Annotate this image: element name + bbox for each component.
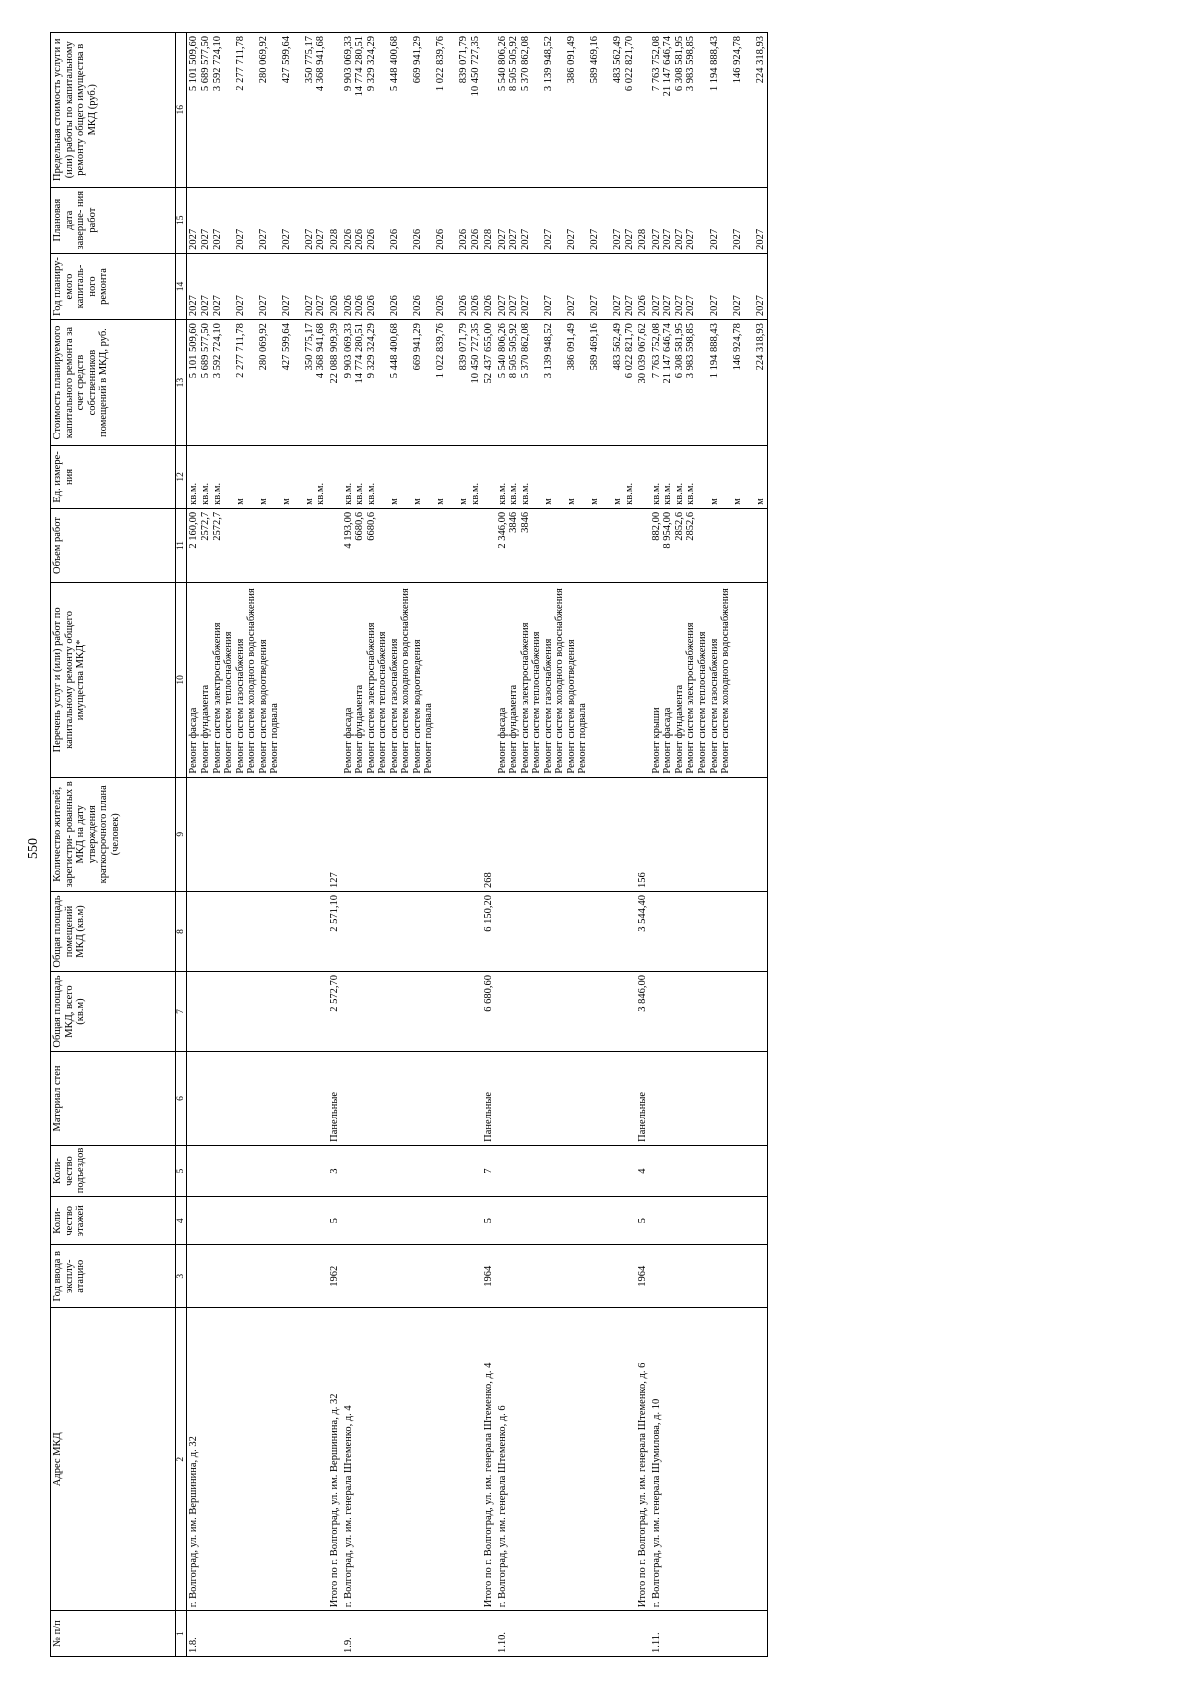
row-number (328, 1611, 342, 1657)
wall-material-cell (496, 1052, 637, 1146)
work-volume-cell (482, 508, 496, 582)
header-cell: Стоимость планируемого капитального ремонта за счет средств собственников помещений в МКД, руб. (51, 320, 176, 446)
premises-area-cell (650, 891, 768, 971)
limit-cost-cell: 5 101 509,60 5 689 577,50 3 592 724,10 2 277 711,78 280 069,92 427 599,64 350 775,17 4 368 941,68 (187, 33, 328, 188)
header-cell: Коли- чество этажей (51, 1197, 176, 1245)
column-number: 4 (176, 1197, 187, 1245)
column-number: 5 (176, 1145, 187, 1196)
residents-cell: 156 (636, 777, 650, 891)
completion-date-cell: 2026 2026 2026 2026 2026 2026 2026 2026 (342, 187, 483, 253)
unit-cell (482, 445, 496, 508)
limit-cost-cell: 5 540 806,26 8 505 505,92 5 370 862,08 3 139 948,52 386 091,49 589 469,16 483 562,49 6 022 821,70 (496, 33, 637, 188)
table-row (650, 33, 768, 1657)
row-number (636, 1611, 650, 1657)
premises-area-cell: 3 544,40 (636, 891, 650, 971)
row-number: 1.11. (650, 1611, 768, 1657)
address-cell: Итого по г. Волгоград, ул. им. генерала Штеменко, д. 6 (636, 1308, 650, 1611)
premises-area-cell: 6 150,20 (482, 891, 496, 971)
work-volume-cell: 882,00 8 954,00 2852,6 2852,6 (650, 508, 768, 582)
header-cell: Год ввода в эксплу- атацию (51, 1245, 176, 1308)
entrances-cell (650, 1145, 768, 1196)
row-number: 1.9. (342, 1611, 483, 1657)
column-number: 15 (176, 187, 187, 253)
floors-cell (650, 1197, 768, 1245)
floors-cell (187, 1197, 328, 1245)
address-cell: г. Волгоград, ул. им. генерала Штеменко, д. 4 (342, 1308, 483, 1611)
page-number: 550 (26, 838, 41, 859)
total-row (482, 33, 496, 1657)
wall-material-cell: Панельные (482, 1052, 496, 1146)
total-row (328, 33, 342, 1657)
works-list-cell (482, 583, 496, 777)
column-number: 10 (176, 583, 187, 777)
address-cell: г. Волгоград, ул. им. генерала Шумилова, д. 10 (650, 1308, 768, 1611)
header-cell: Общая площадь помещений МКД (кв.м) (51, 891, 176, 971)
table-header-row (51, 33, 176, 1657)
work-volume-cell (636, 508, 650, 582)
column-number: 2 (176, 1308, 187, 1611)
completion-date-cell: 2028 (636, 187, 650, 253)
work-volume-cell: 2 160,00 2572,7 2572,7 (187, 508, 328, 582)
header-cell: Количество жителей, зарегистри- рованных в МКД на дату утверждения краткосрочного плана (человек) (51, 777, 176, 891)
header-cell: Год планиру- емого капиталь- ного ремонта (51, 253, 176, 319)
work-volume-cell: 2 346,00 3846 3846 (496, 508, 637, 582)
capital-repair-table (50, 32, 768, 1657)
row-number: 1.8. (187, 1611, 328, 1657)
limit-cost-cell (328, 33, 342, 188)
address-cell: Итого по г. Волгоград, ул. им. генерала Штеменко, д. 4 (482, 1308, 496, 1611)
premises-area-cell (187, 891, 328, 971)
total-row (636, 33, 650, 1657)
total-area-cell (650, 972, 768, 1052)
residents-cell (187, 777, 328, 891)
unit-cell (328, 445, 342, 508)
repair-year-cell: 2027 2027 2027 2027 2027 2027 2027 2027 (496, 253, 637, 319)
total-area-cell: 6 680,60 (482, 972, 496, 1052)
repair-year-cell: 2027 2027 2027 2027 2027 2027 2027 (650, 253, 768, 319)
entrances-cell: 3 (328, 1145, 342, 1196)
limit-cost-cell (482, 33, 496, 188)
floors-cell (342, 1197, 483, 1245)
entrances-cell (187, 1145, 328, 1196)
column-number: 7 (176, 972, 187, 1052)
entrances-cell (342, 1145, 483, 1196)
entrances-cell: 7 (482, 1145, 496, 1196)
completion-date-cell: 2028 (328, 187, 342, 253)
premises-area-cell (496, 891, 637, 971)
works-list-cell (636, 583, 650, 777)
work-volume-cell (328, 508, 342, 582)
repair-year-cell: 2026 (328, 253, 342, 319)
header-cell: Адрес МКД (51, 1308, 176, 1611)
header-cell: Перечень услуг и (или) работ по капитальному ремонту общего имущества МКД* (51, 583, 176, 777)
works-list-cell (328, 583, 342, 777)
wall-material-cell: Панельные (328, 1052, 342, 1146)
residents-cell: 268 (482, 777, 496, 891)
planned-cost-cell: 9 903 069,33 14 774 280,51 9 329 324,29 5 448 400,68 669 941,29 1 022 839,76 839 071,79 10 450 727,35 (342, 320, 483, 446)
year-built-cell: 1964 (482, 1245, 496, 1308)
limit-cost-cell: 9 903 069,33 14 774 280,51 9 329 324,29 5 448 400,68 669 941,29 1 022 839,76 839 071,79 10 450 727,35 (342, 33, 483, 188)
unit-cell: кв.м. кв.м. кв.м. кв.м. м м м (650, 445, 768, 508)
repair-year-cell: 2026 (636, 253, 650, 319)
header-cell: № п/п (51, 1611, 176, 1657)
unit-cell: кв.м. кв.м. кв.м. м м м м кв.м. (187, 445, 328, 508)
limit-cost-cell (636, 33, 650, 188)
header-cell: Ед. измере- ния (51, 445, 176, 508)
planned-cost-cell: 30 039 067,62 (636, 320, 650, 446)
wall-material-cell (187, 1052, 328, 1146)
address-cell: Итого по г. Волгоград, ул. им. Вершинина, д. 32 (328, 1308, 342, 1611)
total-area-cell (496, 972, 637, 1052)
column-number: 3 (176, 1245, 187, 1308)
table-row (187, 33, 328, 1657)
header-cell: Коли- чество подъездов (51, 1145, 176, 1196)
completion-date-cell: 2027 2027 2027 2027 2027 2027 2027 2027 (496, 187, 637, 253)
total-area-cell (342, 972, 483, 1052)
row-number (482, 1611, 496, 1657)
residents-cell (496, 777, 637, 891)
column-number: 13 (176, 320, 187, 446)
entrances-cell: 4 (636, 1145, 650, 1196)
row-number: 1.10. (496, 1611, 637, 1657)
address-cell: г. Волгоград, ул. им. Вершинина, д. 32 (187, 1308, 328, 1611)
repair-year-cell: 2026 (482, 253, 496, 319)
planned-cost-cell: 22 088 909,39 (328, 320, 342, 446)
repair-year-cell: 2026 2026 2026 2026 2026 2026 2026 2026 (342, 253, 483, 319)
column-number: 11 (176, 508, 187, 582)
year-built-cell (187, 1245, 328, 1308)
residents-cell (342, 777, 483, 891)
floors-cell: 5 (328, 1197, 342, 1245)
floors-cell (496, 1197, 637, 1245)
column-number-row (176, 33, 187, 1657)
year-built-cell: 1964 (636, 1245, 650, 1308)
works-list-cell: Ремонт фасада Ремонт фундамента Ремонт систем электроснабжения Ремонт систем теплоснабжения Ремонт систем газоснабжения Ремонт систем холодного водоснабжения Ремонт систем водоотведения Ремонт подвала (496, 583, 637, 777)
works-list-cell: Ремонт фасада Ремонт фундамента Ремонт систем электроснабжения Ремонт систем теплоснабжения Ремонт систем газоснабжения Ремонт систем холодного водоснабжения Ремонт систем водоотведения Ремонт подвала (342, 583, 483, 777)
address-cell: г. Волгоград, ул. им. генерала Штеменко, д. 6 (496, 1308, 637, 1611)
unit-cell (636, 445, 650, 508)
repair-year-cell: 2027 2027 2027 2027 2027 2027 2027 2027 (187, 253, 328, 319)
header-cell: Предельная стоимость услуги и (или) работы по капитальному ремонту общего имущества в МКД (руб.) (51, 33, 176, 188)
works-list-cell: Ремонт фасада Ремонт фундамента Ремонт систем электроснабжения Ремонт систем теплоснабжения Ремонт систем газоснабжения Ремонт систем холодного водоснабжения Ремонт систем водоотведения Ремонт подвала (187, 583, 328, 777)
work-volume-cell: 4 193,00 6680,6 6680,6 (342, 508, 483, 582)
header-cell: Материал стен (51, 1052, 176, 1146)
planned-cost-cell: 5 540 806,26 8 505 505,92 5 370 862,08 3 139 948,52 386 091,49 589 469,16 483 562,49 6 022 821,70 (496, 320, 637, 446)
completion-date-cell: 2028 (482, 187, 496, 253)
limit-cost-cell: 7 763 752,08 21 147 646,74 6 308 581,95 3 983 598,85 1 194 888,43 146 924,78 224 318,93 (650, 33, 768, 188)
header-cell: Общая площадь МКД, всего (кв.м) (51, 972, 176, 1052)
column-number: 1 (176, 1611, 187, 1657)
column-number: 9 (176, 777, 187, 891)
planned-cost-cell: 52 437 655,00 (482, 320, 496, 446)
floors-cell: 5 (636, 1197, 650, 1245)
header-cell: Плановая дата заверше- ния работ (51, 187, 176, 253)
unit-cell: кв.м. кв.м. кв.м. м м м м кв.м. (496, 445, 637, 508)
premises-area-cell: 2 571,10 (328, 891, 342, 971)
works-list-cell: Ремонт крыши Ремонт фасада Ремонт фундамента Ремонт систем электроснабжения Ремонт систем теплоснабжения Ремонт систем газоснабжения Ремонт систем холодного водоснабжения (650, 583, 768, 777)
wall-material-cell (650, 1052, 768, 1146)
wall-material-cell: Панельные (636, 1052, 650, 1146)
completion-date-cell: 2027 2027 2027 2027 2027 2027 2027 2027 (187, 187, 328, 253)
column-number: 8 (176, 891, 187, 971)
total-area-cell (187, 972, 328, 1052)
planned-cost-cell: 7 763 752,08 21 147 646,74 6 308 581,95 3 983 598,85 1 194 888,43 146 924,78 224 318,93 (650, 320, 768, 446)
header-cell: Объем работ (51, 508, 176, 582)
unit-cell: кв.м. кв.м. кв.м. м м м м кв.м. (342, 445, 483, 508)
total-area-cell: 2 572,70 (328, 972, 342, 1052)
year-built-cell (650, 1245, 768, 1308)
year-built-cell (496, 1245, 637, 1308)
residents-cell: 127 (328, 777, 342, 891)
premises-area-cell (342, 891, 483, 971)
column-number: 14 (176, 253, 187, 319)
column-number: 6 (176, 1052, 187, 1146)
residents-cell (650, 777, 768, 891)
table-row (342, 33, 483, 1657)
table-row (496, 33, 637, 1657)
year-built-cell (342, 1245, 483, 1308)
column-number: 12 (176, 445, 187, 508)
planned-cost-cell: 5 101 509,60 5 689 577,50 3 592 724,10 2 277 711,78 280 069,92 427 599,64 350 775,17 4 368 941,68 (187, 320, 328, 446)
wall-material-cell (342, 1052, 483, 1146)
floors-cell: 5 (482, 1197, 496, 1245)
completion-date-cell: 2027 2027 2027 2027 2027 2027 2027 (650, 187, 768, 253)
entrances-cell (496, 1145, 637, 1196)
column-number: 16 (176, 33, 187, 188)
year-built-cell: 1962 (328, 1245, 342, 1308)
total-area-cell: 3 846,00 (636, 972, 650, 1052)
table-body (187, 33, 768, 1657)
